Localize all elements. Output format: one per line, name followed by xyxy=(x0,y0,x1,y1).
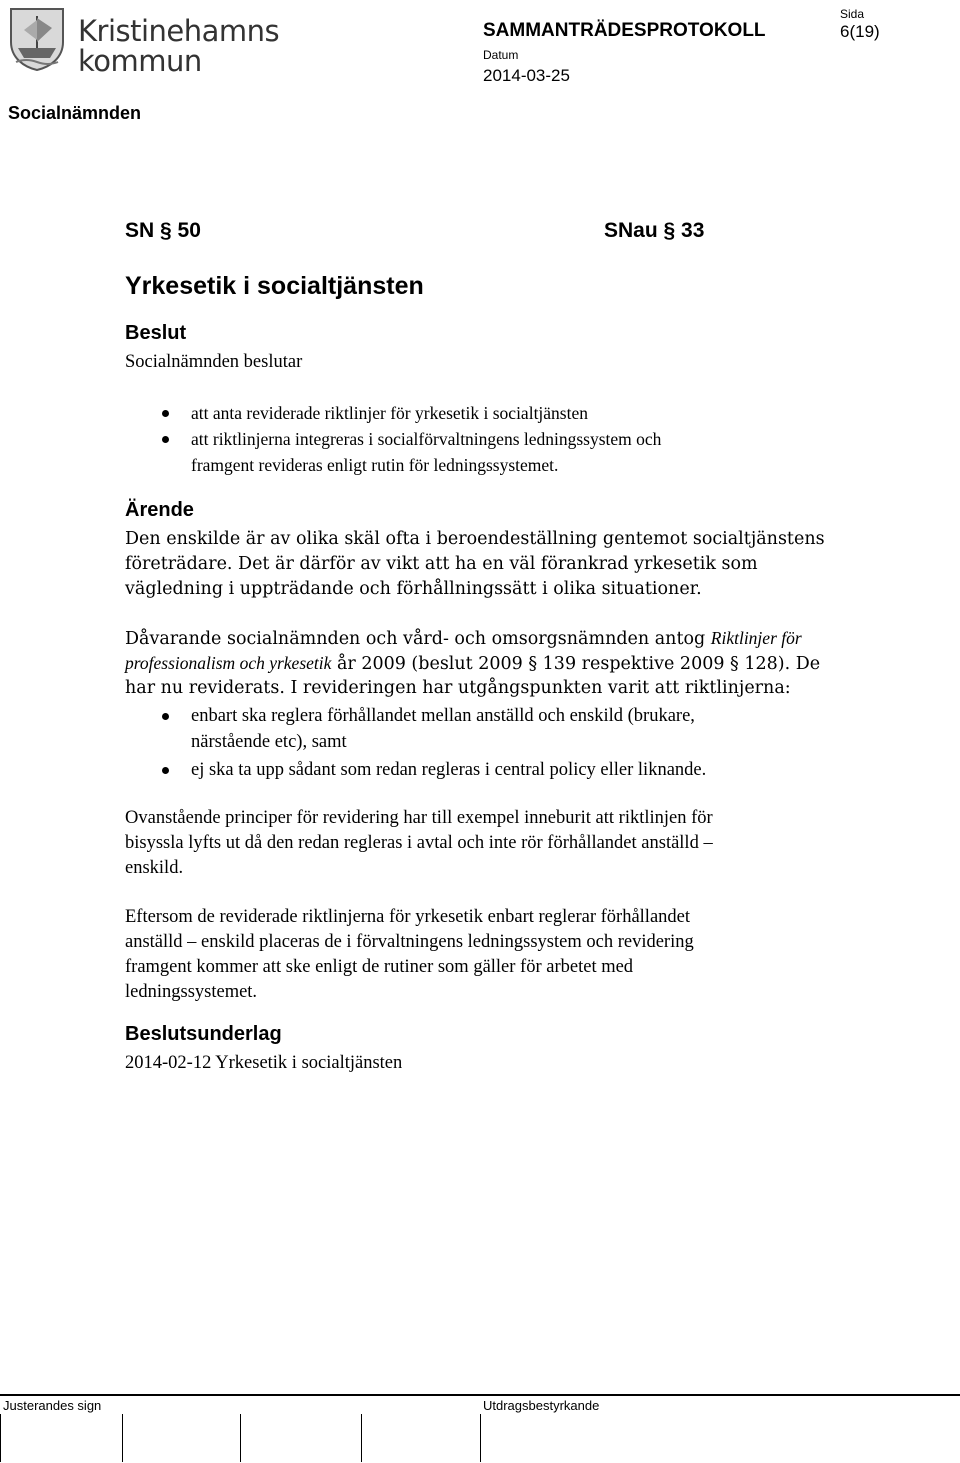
signature-label: Justerandes sign xyxy=(3,1398,102,1413)
arende-line: Den enskilde är av olika skäl ofta i beroendeställning gentemot socialtjänstens xyxy=(125,529,825,549)
arende-p2-line2 xyxy=(125,651,820,677)
document-type: SAMMANTRÄDESPROTOKOLL xyxy=(483,20,766,41)
arende-p3-line: enskild. xyxy=(125,858,184,878)
logo-text-line1: Kristinehamns xyxy=(78,14,280,48)
signature-box-divider xyxy=(122,1414,123,1462)
department-name: Socialnämnden xyxy=(8,103,142,123)
list-item: ej ska ta upp sådant som redan regleras i central policy eller liknande. xyxy=(191,760,707,780)
arende-p3-line: Ovanstående principer för revidering har till exempel inneburit att riktlinjen för xyxy=(125,808,713,828)
arende-p4-line: Eftersom de reviderade riktlinjerna för yrkesetik enbart reglerar förhållandet xyxy=(125,907,691,927)
signature-box-divider xyxy=(480,1414,481,1462)
bullet-icon xyxy=(162,767,169,774)
date-label: Datum xyxy=(483,48,519,62)
signature-box-divider xyxy=(240,1414,241,1462)
text-run: Dåvarande socialnämnden och vård- och omsorgsnämnden antog xyxy=(125,629,711,649)
guideline-title: Riktlinjer för xyxy=(710,628,802,648)
text-run: år 2009 (beslut 2009 § 139 respektive 2009 § 128). De xyxy=(331,654,821,674)
bullet-icon xyxy=(162,713,169,720)
underlag-heading: Beslutsunderlag xyxy=(125,1023,282,1045)
arende-p4-line: ledningssystemet. xyxy=(125,982,258,1002)
list-item: att riktlinjerna integreras i socialförvaltningens ledningssystem och xyxy=(191,429,662,449)
beslut-heading: Beslut xyxy=(125,322,187,344)
arende-p4-line: anställd – enskild placeras de i förvaltningens ledningssystem och revidering xyxy=(125,932,694,952)
guideline-title: professionalism och yrkesetik xyxy=(125,653,332,673)
signature-box-divider xyxy=(361,1414,362,1462)
certification-label: Utdragsbestyrkande xyxy=(483,1398,600,1413)
page-title: Yrkesetik i socialtjänsten xyxy=(125,272,424,300)
beslut-intro: Socialnämnden beslutar xyxy=(125,352,303,372)
arende-p2-line1 xyxy=(125,626,802,652)
arende-heading: Ärende xyxy=(125,499,194,521)
arende-p2-line3: har nu reviderats. I revideringen har utgångspunkten varit att riktlinjerna: xyxy=(125,678,791,698)
arende-line: vägledning i uppträdande och förhållningssätt i olika situationer. xyxy=(125,579,702,599)
sn-paragraph-number: SN § 50 xyxy=(125,219,201,242)
list-item: att anta reviderade riktlinjer för yrkesetik i socialtjänsten xyxy=(191,403,588,423)
arende-p4-line: framgent kommer att ske enligt de rutiner som gäller för arbetet med xyxy=(125,957,634,977)
bullet-icon xyxy=(162,436,169,443)
list-item-continued: närstående etc), samt xyxy=(191,732,347,752)
page-number: 6(19) xyxy=(840,22,880,41)
arende-line: företrädare. Det är därför av vikt att ha en väl förankrad yrkesetik som xyxy=(125,554,758,574)
list-item-continued: framgent revideras enligt rutin för ledningssystemet. xyxy=(191,455,559,475)
bullet-icon xyxy=(162,410,169,417)
footer-divider xyxy=(0,1394,960,1396)
list-item: enbart ska reglera förhållandet mellan anställd och enskild (brukare, xyxy=(191,706,695,726)
coat-of-arms-icon xyxy=(8,6,66,72)
underlag-item: 2014-02-12 Yrkesetik i socialtjänsten xyxy=(125,1053,403,1073)
signature-box-divider xyxy=(0,1414,1,1462)
arende-p3-line: bisyssla lyfts ut då den redan regleras i avtal och inte rör förhållandet anställd – xyxy=(125,833,713,853)
logo-text-line2: kommun xyxy=(78,44,202,78)
page-label: Sida xyxy=(840,7,865,21)
date-value: 2014-03-25 xyxy=(483,66,570,85)
snau-paragraph-number: SNau § 33 xyxy=(604,219,705,242)
